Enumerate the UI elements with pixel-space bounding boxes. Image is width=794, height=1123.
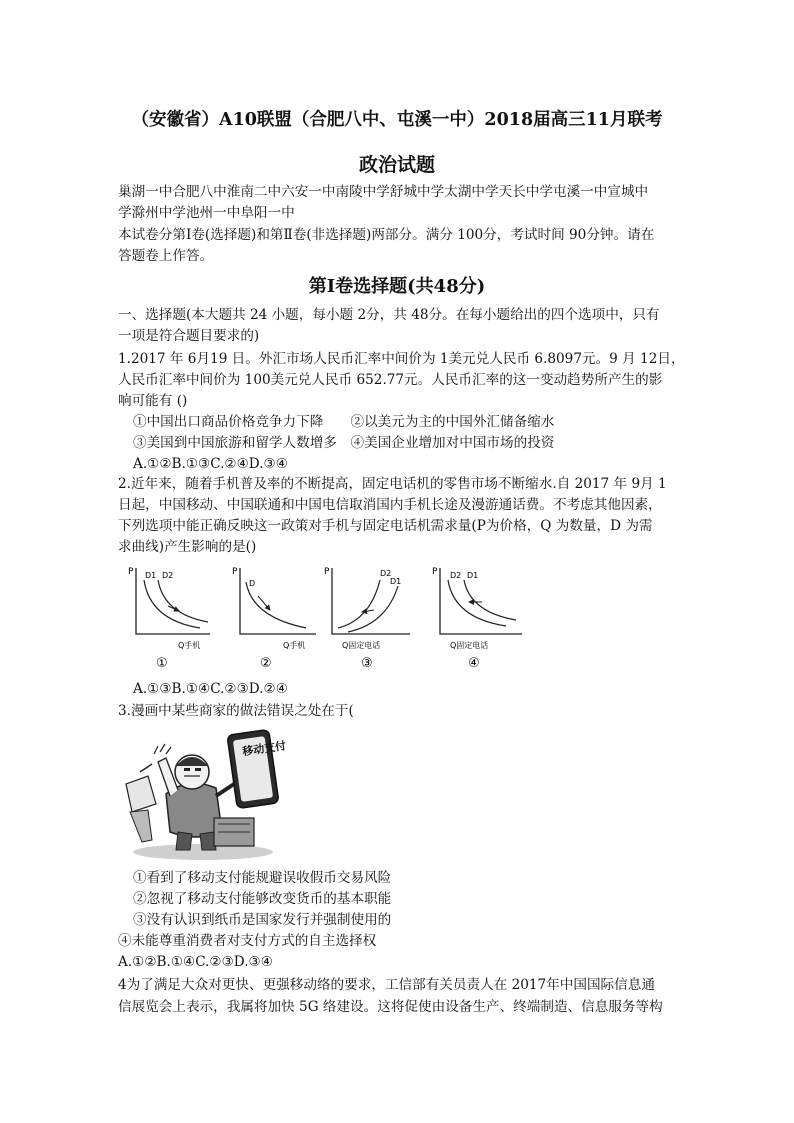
graph-1-d2-label: D2 — [162, 571, 174, 580]
q3-option: ③没有认识到纸币是国家发行并强制使用的 — [133, 912, 392, 928]
instruction-line: 答题卷上作答。 — [118, 248, 214, 264]
graph-1-p-label: P — [128, 567, 134, 577]
graph-4-q-label: Q固定电话 — [450, 641, 489, 650]
demand-curve-graphs — [118, 562, 558, 674]
school-list-line: 巢湖一中合肥八中淮南二中六安一中南陵中学舒城中学太湖中学天长中学屯溪一中宣城中 — [118, 184, 649, 200]
q1-options-row: ①中国出口商品价格竞争力下降 ②以美元为主的中国外汇储备缩水 — [133, 414, 555, 430]
graph-1-q-label: Q手机 — [178, 641, 201, 650]
q2-answer-choices: A.①③B.①④C.②③D.②④ — [133, 681, 288, 697]
graph-2 — [232, 567, 316, 671]
q3-stem: 3.漫画中某些商家的做法错误之处在于( — [118, 703, 354, 719]
school-list-line: 学滁州中学池州一中阜阳一中 — [118, 205, 295, 221]
q3-option: ②忽视了移动支付能够改变货币的基本职能 — [133, 891, 392, 907]
q4-stem-line: 信展览会上表示，我属将加快 5G 络建设。这将促使由设备生产、终端制造、信息服务等构 — [118, 999, 663, 1015]
graph-2-d-label: D — [249, 579, 256, 588]
q2-stem-line: 2.近年来，随着手机普及率的不断提高，固定电话机的零售市场不断缩水.自 2017 年 9月 1 — [118, 476, 667, 492]
graph-1 — [128, 567, 210, 671]
cartoon-image — [118, 724, 288, 864]
graph-4-p-label: P — [432, 567, 438, 577]
instruction-line: 本试卷分第Ⅰ卷(选择题)和第Ⅱ卷(非选择题)两部分。满分 100分，考试时间 90分钟。请在 — [118, 227, 655, 243]
graph-3-d1-label: D1 — [390, 577, 402, 586]
graph-4-d1-label: D1 — [467, 571, 479, 580]
q1-stem-line: 人民币汇率中间价为 100美元兑人民币 652.77元。人民币汇率的这一变动趋势所产生的影 — [118, 372, 663, 388]
exam-title: （安徽省）A10联盟（合肥八中、屯溪一中）2018届高三11月联考 — [131, 110, 663, 130]
q4-stem-line: 4为了满足大众对更快、更强移动络的要求，工信部有关员责人在 2017年中国国际信息通 — [118, 977, 655, 993]
graph-3-q-label: Q固定电话 — [342, 641, 381, 650]
graph-3-d2-label: D2 — [380, 569, 392, 578]
q1-answer-choices: A.①②B.①③C.②④D.③④ — [133, 456, 288, 472]
q3-option: ④未能尊重消费者对支付方式的自主选择权 — [118, 933, 377, 949]
exam-subtitle: 政治试题 — [358, 154, 435, 176]
q1-options-row: ③美国到中国旅游和留学人数增多 ④美国企业增加对中国市场的投资 — [133, 435, 555, 451]
section-title: 第I卷选择题(共48分) — [308, 276, 486, 297]
q2-stem-line: 下列选项中能正确反映这一政策对手机与固定电话机需求量(P为价格，Q 为数量，D 为需 — [118, 518, 653, 534]
graph-2-number: ② — [260, 656, 272, 671]
graph-2-q-label: Q手机 — [283, 641, 306, 650]
graph-4-number: ④ — [468, 656, 480, 671]
q2-stem-line: 日起，中国移动、中国联通和中国电信取消国内手机长途及漫游通话费。不考虑其他因素， — [118, 497, 662, 513]
q2-stem-line: 求曲线)产生影响的是() — [118, 539, 257, 555]
graph-3-number: ③ — [361, 656, 373, 671]
section-intro-line: 一项是符合题目要求的) — [118, 328, 260, 344]
graph-1-number: ① — [156, 656, 168, 671]
graph-1-d1-label: D1 — [145, 571, 157, 580]
q1-stem-line: 1.2017 年 6月19 日。外汇市场人民币汇率中间价为 1美元兑人民币 6.8097元。9 月 12日， — [118, 351, 685, 367]
graph-3-p-label: P — [324, 567, 330, 577]
graph-4-d2-label: D2 — [450, 571, 462, 580]
q1-stem-line: 响可能有 () — [118, 393, 188, 409]
cartoon-sign-text: 移动支付 — [241, 739, 287, 759]
section-intro-line: 一、选择题(本大题共 24 小题，每小题 2分，共 48分。在每小题给出的四个选项中，只有 — [118, 307, 660, 323]
q3-option: ①看到了移动支付能规避误收假币交易风险 — [133, 870, 392, 886]
graph-4 — [432, 567, 522, 671]
q3-answer-choices: A.①②B.①④C.②③D.③④ — [118, 954, 273, 970]
graph-2-p-label: P — [232, 567, 238, 577]
graph-3 — [324, 567, 410, 671]
